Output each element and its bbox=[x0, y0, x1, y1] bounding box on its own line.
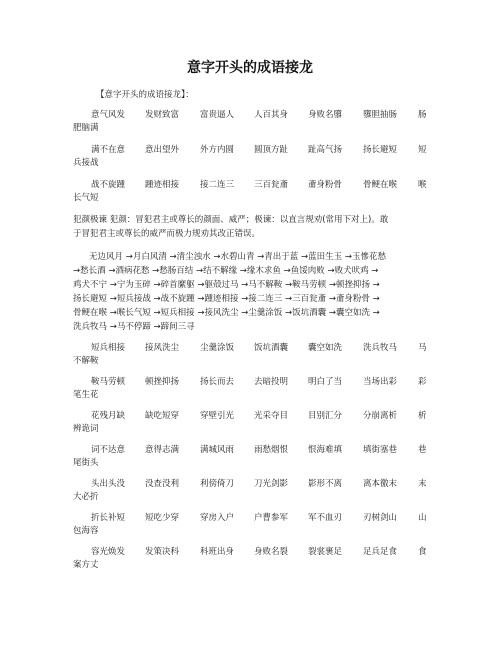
idiom-wrap: 案方丈 bbox=[73, 560, 99, 570]
idiom-cell: 刃树剑山 bbox=[363, 513, 398, 523]
idiom-cell: 齑身粉骨 bbox=[308, 180, 343, 190]
idiom-wrap: 不解鞍 bbox=[73, 356, 99, 366]
idiom-cell: 接二连三 bbox=[200, 180, 235, 190]
idiom-cell: 穿壁引光 bbox=[200, 411, 235, 421]
idiom-cell: 恨海难填 bbox=[308, 445, 343, 455]
idiom-wrap: 笔生花 bbox=[73, 390, 99, 400]
definition-line: 犯颜极谏 犯颜：冒犯君主或尊长的颜面、威严；极谏：以直言规劝(常用下对上)。敢 bbox=[73, 215, 389, 225]
idiom-cell: 洗兵牧马 bbox=[363, 343, 398, 353]
chain-line: 扬长避短 →短兵接战 →战不旋踵 →踵迹相接 →接二连三 →三百瓮齑 →齑身粉骨 → bbox=[73, 294, 380, 304]
idiom-cell: 趾高气扬 bbox=[308, 145, 343, 155]
idiom-wrap: 包海容 bbox=[73, 526, 99, 536]
idiom-cell: 扬长而去 bbox=[200, 377, 235, 387]
idiom-cell: 科班出身 bbox=[200, 547, 235, 557]
idiom-cell: 分崩离析 bbox=[363, 411, 398, 421]
chain-line: 无边风月 →月白风清 →清尘浊水 →水碧山青 →青出于蓝 →蓝田生玉 →玉慘花愁 bbox=[89, 252, 386, 262]
idiom-cell: 顿挫抑扬 bbox=[145, 377, 180, 387]
idiom-cell: 军不血刃 bbox=[308, 513, 343, 523]
idiom-cell: 词不达意 bbox=[91, 445, 126, 455]
idiom-wrap: 尾街头 bbox=[73, 458, 99, 468]
idiom-cell: 扬长避短 bbox=[363, 145, 398, 155]
idiom-cell: 短 bbox=[418, 145, 427, 155]
idiom-cell: 身败名隳 bbox=[308, 110, 343, 120]
idiom-cell: 尘羹涂饭 bbox=[200, 343, 235, 353]
chain-line: 骨鲠在喉 →喉长气短 →短兵相接 →接风洗尘 →尘羹涂饭 →饭坑酒囊 →囊空如洗 → bbox=[73, 308, 380, 318]
idiom-cell: 容光焕发 bbox=[91, 547, 126, 557]
idiom-cell: 囊空如洗 bbox=[308, 343, 343, 353]
idiom-cell: 接风洗尘 bbox=[145, 343, 180, 353]
idiom-cell: 富贵逼人 bbox=[200, 110, 235, 120]
idiom-cell: 意得志满 bbox=[145, 445, 180, 455]
idiom-cell: 踵迹相接 bbox=[145, 180, 180, 190]
idiom-cell: 圆顶方趾 bbox=[254, 145, 289, 155]
idiom-cell: 肠 bbox=[418, 110, 427, 120]
idiom-cell: 折长补短 bbox=[91, 513, 126, 523]
idiom-cell: 喉 bbox=[418, 180, 427, 190]
chain-line: 鸡犬不宁 →宁为玉碎 →碎首縻躯 →躯殻过马 →马不解鞍 →鞍马劳顿 →顿挫抑扬 → bbox=[73, 280, 380, 290]
idiom-cell: 穿房入户 bbox=[200, 513, 235, 523]
idiom-cell: 光采夺目 bbox=[254, 411, 289, 421]
idiom-cell: 填街塞巷 bbox=[363, 445, 398, 455]
idiom-cell: 析 bbox=[418, 411, 427, 421]
idiom-cell: 利傍倚刀 bbox=[200, 479, 235, 489]
idiom-cell: 满城风雨 bbox=[200, 445, 235, 455]
idiom-cell: 满不在意 bbox=[91, 145, 126, 155]
page-title: 意字开头的成语接龙 bbox=[187, 60, 313, 76]
idiom-cell: 身败名裂 bbox=[254, 547, 289, 557]
idiom-cell: 雨愁烟恨 bbox=[254, 445, 289, 455]
idiom-cell: 山 bbox=[418, 513, 427, 523]
idiom-cell: 短兵相接 bbox=[91, 343, 126, 353]
idiom-wrap: 辨诡词 bbox=[73, 424, 99, 434]
idiom-cell: 刀光剑影 bbox=[254, 479, 289, 489]
idiom-cell: 当场出彩 bbox=[363, 377, 398, 387]
idiom-wrap: 长气短 bbox=[73, 193, 99, 203]
idiom-wrap: 兵接战 bbox=[73, 158, 99, 168]
idiom-cell: 意气风发 bbox=[91, 110, 126, 120]
chain-line: →愁长酒 →酒病花愁 →愁肠百结 →结不解缘 →缘木求鱼 →鱼馁肉败 →败犬吠鸡 → bbox=[73, 266, 379, 276]
idiom-cell: 马 bbox=[418, 343, 427, 353]
idiom-cell: 影形不离 bbox=[308, 479, 343, 489]
idiom-cell: 去暗投明 bbox=[254, 377, 289, 387]
idiom-cell: 短吃少穿 bbox=[145, 513, 180, 523]
idiom-cell: 没查没利 bbox=[145, 479, 180, 489]
idiom-cell: 末 bbox=[418, 479, 427, 489]
idiom-cell: 隳胆抽肠 bbox=[363, 110, 398, 120]
idiom-cell: 户曹参军 bbox=[254, 513, 289, 523]
idiom-cell: 明白了当 bbox=[308, 377, 343, 387]
idiom-cell: 花残月缺 bbox=[91, 411, 126, 421]
idiom-cell: 发策决科 bbox=[145, 547, 180, 557]
idiom-cell: 目别汇分 bbox=[308, 411, 343, 421]
idiom-cell: 外方内圆 bbox=[200, 145, 235, 155]
definition-line: 于冒犯君主或尊长的威严而极力规劝其改正错误。 bbox=[73, 229, 261, 239]
idiom-wrap: 大必折 bbox=[73, 492, 99, 502]
chain-line: 洗兵牧马 →马不停蹄 →蹄间三寻 bbox=[73, 322, 195, 332]
idiom-cell: 裂裳裹足 bbox=[308, 547, 343, 557]
idiom-cell: 巷 bbox=[418, 445, 427, 455]
idiom-cell: 三百瓮齑 bbox=[254, 180, 289, 190]
idiom-cell: 足兵足食 bbox=[363, 547, 398, 557]
idiom-cell: 离本徼末 bbox=[363, 479, 398, 489]
idiom-cell: 食 bbox=[418, 547, 427, 557]
idiom-cell: 人百其身 bbox=[254, 110, 289, 120]
idiom-cell: 彩 bbox=[418, 377, 427, 387]
idiom-cell: 饭坑酒囊 bbox=[254, 343, 289, 353]
idiom-cell: 缺吃短穿 bbox=[145, 411, 180, 421]
idiom-cell: 战不旋踵 bbox=[91, 180, 126, 190]
idiom-cell: 发财致富 bbox=[145, 110, 180, 120]
section-subtitle: 【意字开头的成语接龙】： bbox=[96, 90, 194, 100]
idiom-cell: 意出望外 bbox=[145, 145, 180, 155]
idiom-wrap: 肥脑满 bbox=[73, 123, 99, 133]
idiom-cell: 头出头没 bbox=[91, 479, 126, 489]
idiom-cell: 鞍马劳顿 bbox=[91, 377, 126, 387]
idiom-cell: 骨鲠在喉 bbox=[363, 180, 398, 190]
